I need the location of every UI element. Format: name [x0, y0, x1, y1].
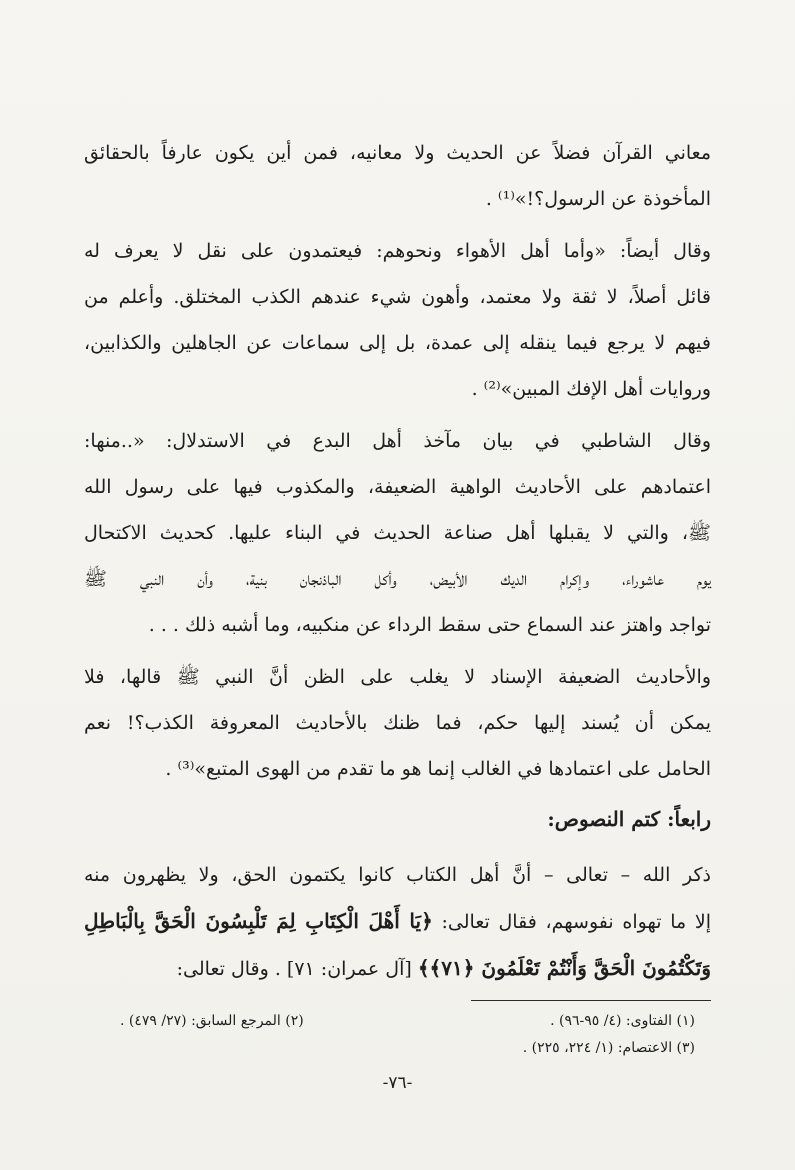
text-line: فيهم لا يرجع فيما ينقله إلى عمدة، بل إلى سماعات عن الجاهلين والكذابين،	[84, 332, 711, 354]
quran-verse: ﴿يَا أَهْلَ الْكِتَابِ لِمَ تَلْبِسُونَ الْحَقَّ بِالْبَاطِلِ	[84, 909, 433, 933]
text-segment: [آل عمران: ٧١] . وقال تعالى:	[176, 958, 418, 980]
section-heading: رابعاً: كتم النصوص:	[547, 807, 711, 831]
text-line: اعتمادهم على الأحاديث الواهية الضعيفة، والمكذوب فيها على رسول الله	[84, 476, 711, 498]
text-line: معاني القرآن فضلاً عن الحديث ولا معانيه، فمن أين يكون عارفاً بالحقائق	[84, 142, 711, 164]
text-line	[84, 898, 711, 945]
footnote-row	[120, 1008, 695, 1035]
text-line: المأخوذة عن الرسول؟!»⁽¹⁾ .	[485, 188, 711, 210]
text-segment: إلا ما تهواه نفوسهم، فقال تعالى:	[432, 911, 711, 933]
footnote-divider	[471, 1000, 711, 1001]
page-number: -٧٦-	[382, 1073, 413, 1093]
page-body	[84, 130, 711, 992]
footnotes	[120, 1008, 695, 1062]
quran-verse: وَتَكْتُمُونَ الْحَقَّ وَأَنْتُمْ تَعْلَمُونَ ﴿٧١﴾﴾	[417, 956, 711, 980]
text-line: ﷺ، والتي لا يقبلها أهل صناعة الحديث في البناء عليها. كحديث الاكتحال	[84, 522, 711, 544]
text-line: وقال أيضاً: «وأما أهل الأهواء ونحوهم: فيعتمدون على نقل لا يعرف له	[84, 240, 711, 262]
paragraph-3	[84, 418, 711, 648]
text-line: تواجد واهتز عند السماع حتى سقط الرداء عن منكبيه، وما أشبه ذلك . . .	[148, 614, 711, 636]
text-line: الحامل على اعتمادها في الغالب إنما هو ما تقدم من الهوى المتبع»⁽³⁾ .	[165, 758, 711, 780]
text-line: يمكن أن يُسند إليها حكم، فما ظنك بالأحاديث المعروفة الكذب؟! نعم	[84, 712, 711, 734]
text-line: وقال الشاطبي في بيان مآخذ أهل البدع في الاستدلال: «..منها:	[84, 430, 711, 452]
paragraph-5	[84, 852, 711, 992]
text-line: وروايات أهل الإفك المبين»⁽²⁾ .	[471, 378, 711, 400]
text-line: والأحاديث الضعيفة الإسناد لا يغلب على الظن أنَّ النبي ﷺ قالها، فلا	[84, 666, 711, 688]
footnote-2: (٢) المرجع السابق: (٢٧/ ٤٧٩) .	[120, 1013, 304, 1029]
text-line: يوم عاشوراء، وإكرام الديك الأبيض، وأكل الباذنجان بنية، وأن النبي ﷺ	[84, 568, 711, 590]
footnote-1: (١) الفتاوى: (٤/ ٩٥-٩٦) .	[550, 1013, 695, 1029]
paragraph-4	[84, 654, 711, 792]
text-line: ذكر الله – تعالى – أنَّ أهل الكتاب كانوا يكتمون الحق، ولا يظهرون منه	[84, 864, 711, 886]
paragraph-1	[84, 130, 711, 222]
text-line	[84, 945, 711, 992]
text-line: قائل أصلاً، لا ثقة ولا معتمد، وأهون شيء عندهم الكذب المختلق. وأعلم من	[84, 286, 711, 308]
footnote-3: (٣) الاعتصام: (١/ ٢٢٤، ٢٢٥) .	[522, 1040, 695, 1056]
paragraph-2	[84, 228, 711, 412]
